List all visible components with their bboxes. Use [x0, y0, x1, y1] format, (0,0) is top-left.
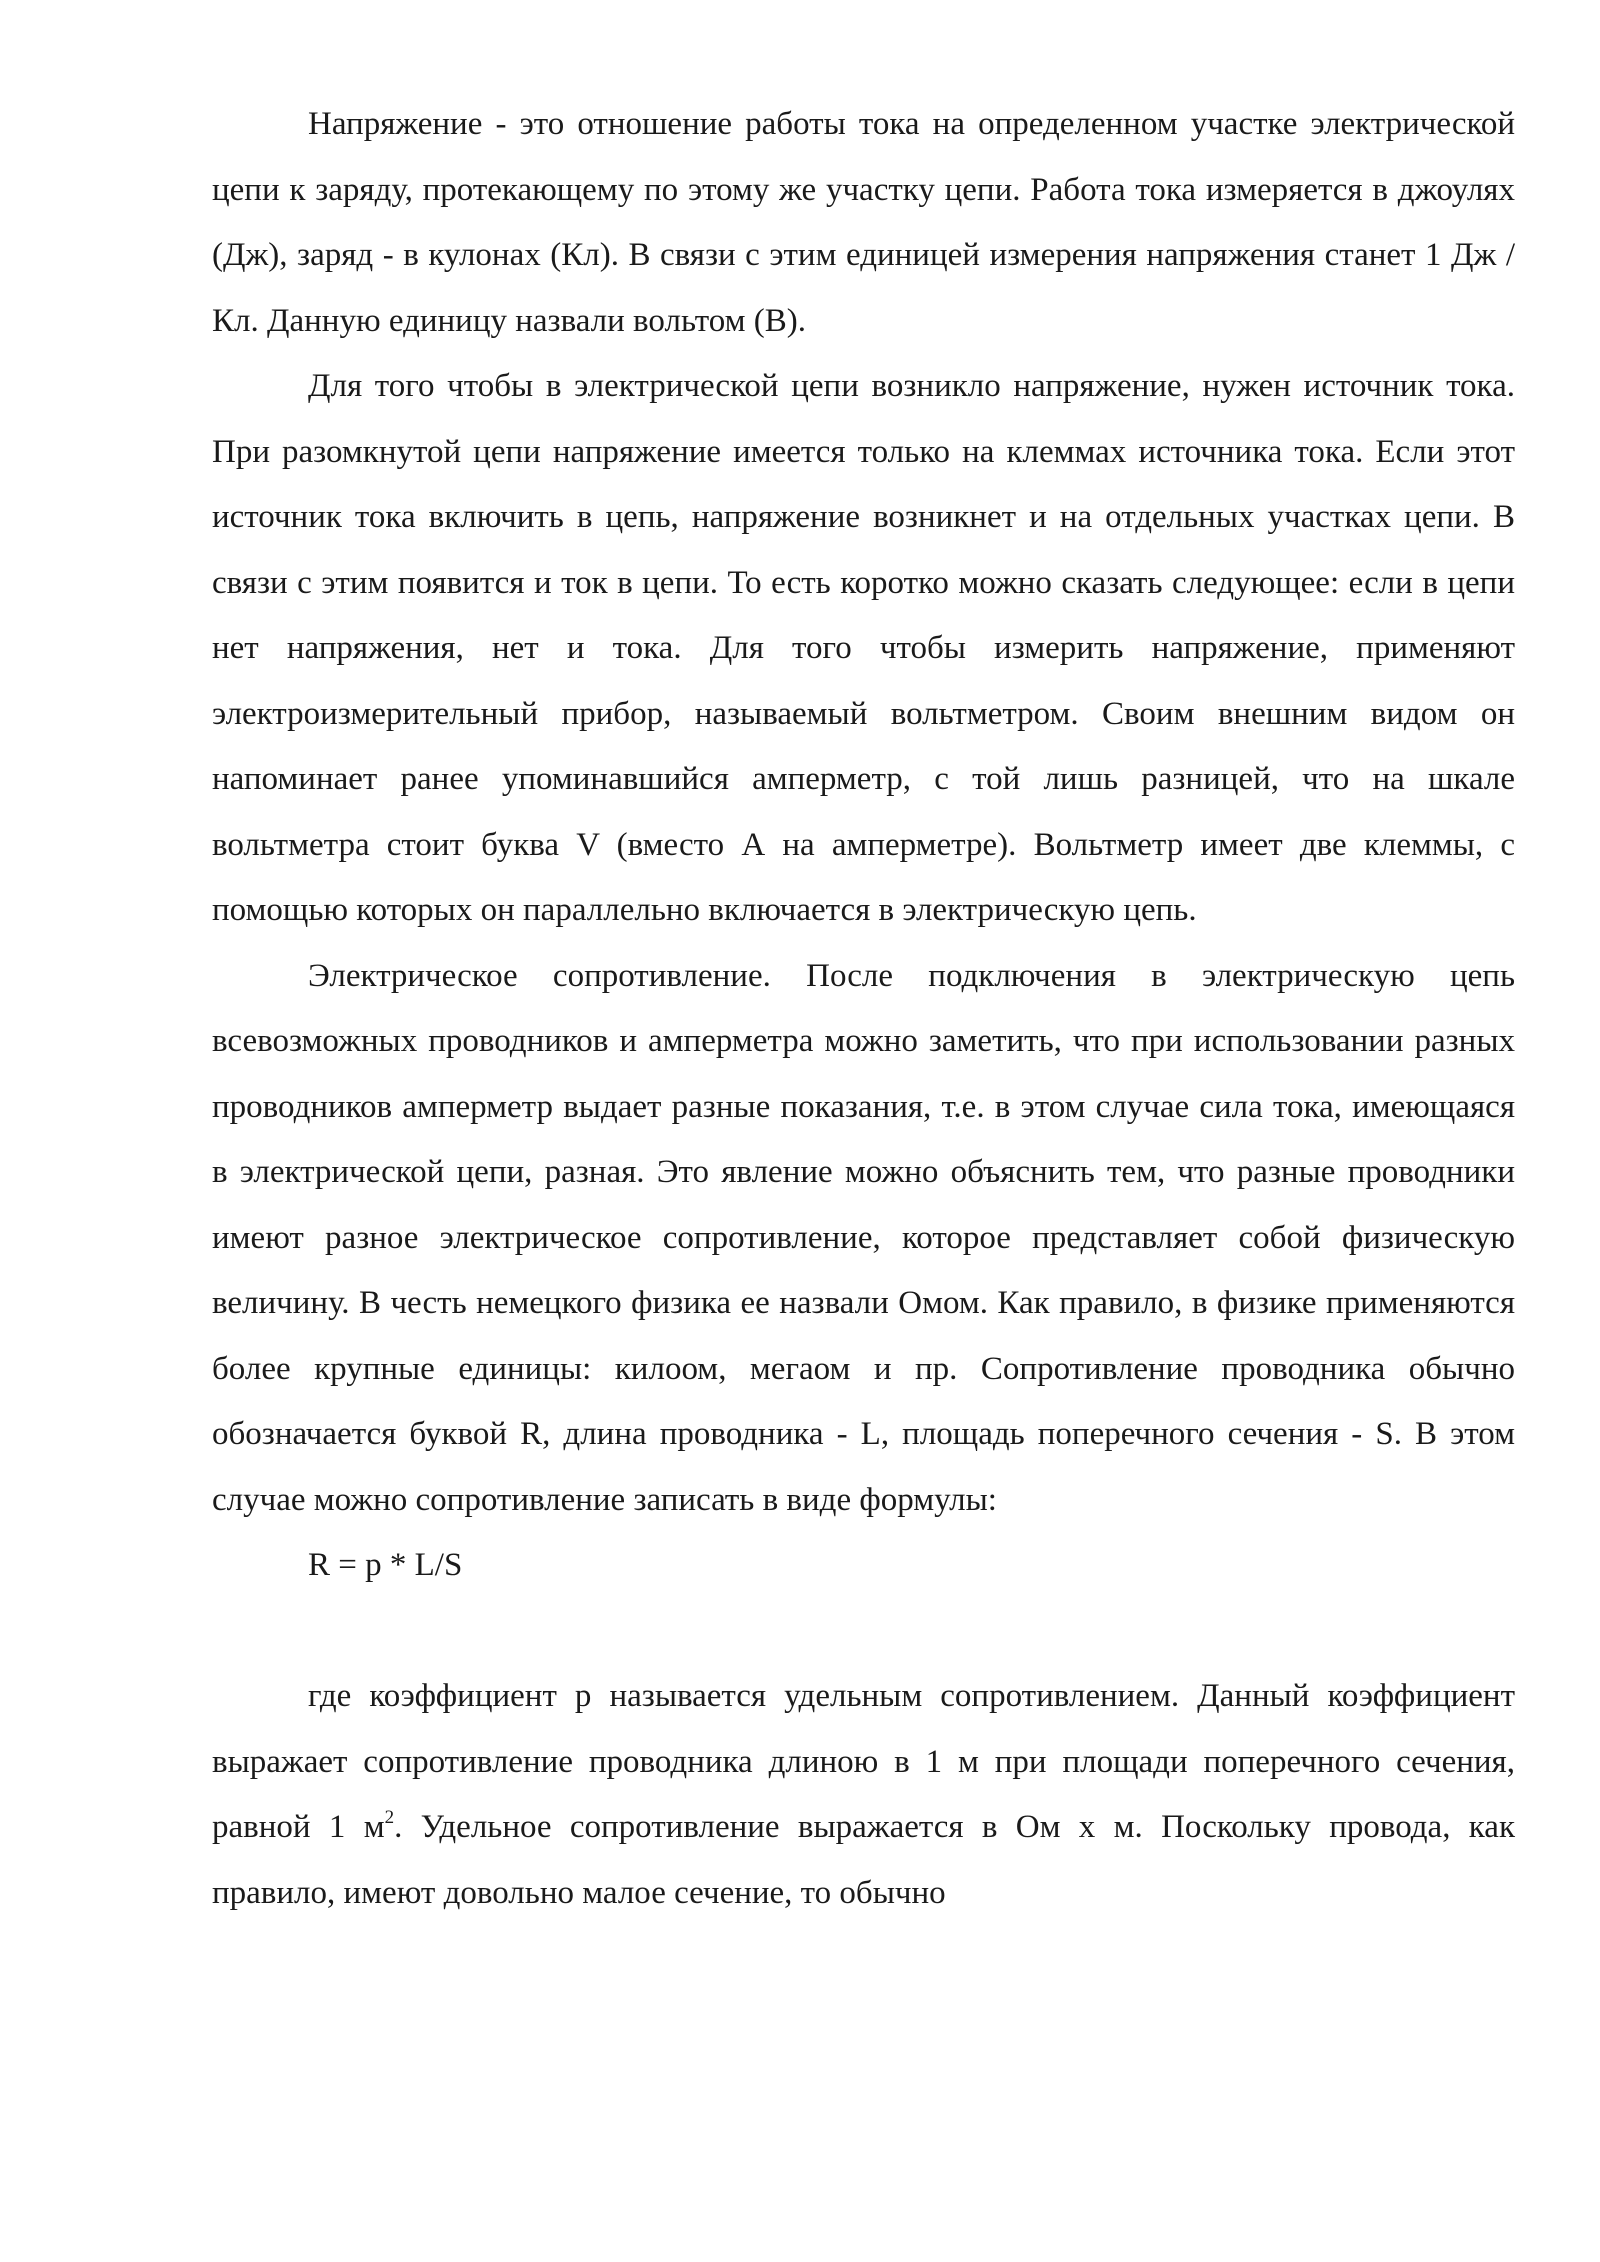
paragraph-voltmeter: Для того чтобы в электрической цепи возникло напряжение, нужен источник тока. При разомкнутой цепи напряжение имеется только на клеммах источника тока. Если этот источник тока включить в цепь, напряжение возникнет и на отдельных участках цепи. В связи с этим появится и ток в цепи. То есть коротко можно сказать следующее: если в цепи нет напряжения, нет и тока. Для того чтобы измерить напряжение, применяют электроизмерительный прибор, называемый вольтметром. Своим внешним видом он напоминает ранее упоминавшийся амперметр, с той лишь разницей, что на шкале вольтметра стоит буква V (вместо А на амперметре). Вольтметр имеет две клеммы, с помощью которых он параллельно включается в электрическую цепь. [212, 368, 1515, 928]
paragraph-resistivity-text-start: где коэффициент p называется удельным сопротивлением. Данный коэффициент выражает сопротивление проводника длиною в 1 м при площади поперечного сечения, равной 1 м [212, 1678, 1515, 1845]
paragraph-resistivity [212, 1664, 1515, 1926]
superscript-square: 2 [384, 1807, 395, 1828]
document-body [212, 92, 1515, 1926]
paragraph-resistivity-text-end: . Удельное сопротивление выражается в Ом х м. Поскольку провода, как правило, имеют довольно малое сечение, то обычно [212, 1809, 1515, 1911]
paragraph-resistance: Электрическое сопротивление. После подключения в электрическую цепь всевозможных проводников и амперметра можно заметить, что при использовании разных проводников амперметр выдает разные показания, т.е. в этом случае сила тока, имеющаяся в электрической цепи, разная. Это явление можно объяснить тем, что разные проводники имеют разное электрическое сопротивление, которое представляет собой физическую величину. В честь немецкого физика ее назвали Омом. Как правило, в физике применяются более крупные единицы: килоом, мегаом и пр. Сопротивление проводника обычно обозначается буквой R, длина проводника - L, площадь поперечного сечения - S. В этом случае можно сопротивление записать в виде формулы: [212, 957, 1515, 1518]
resistance-formula: R = p * L/S [308, 1547, 463, 1583]
paragraph-voltage-definition: Напряжение - это отношение работы тока на определенном участке электрической цепи к заряду, протекающему по этому же участку цепи. Работа тока измеряется в джоулях (Дж), заряд - в кулонах (Кл). В связи с этим единицей измерения напряжения станет 1 Дж / Кл. Данную единицу назвали вольтом (В). [212, 106, 1515, 339]
